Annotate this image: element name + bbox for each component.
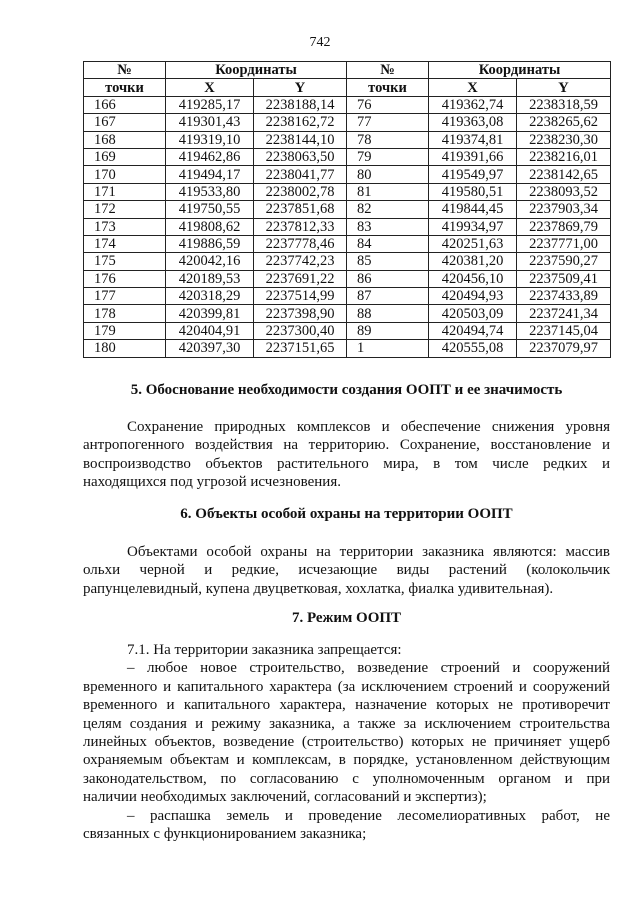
point-number-cell: 171 <box>84 183 166 200</box>
x-coordinate-cell: 419494,17 <box>166 166 254 183</box>
y-coordinate-cell: 2238230,30 <box>517 131 611 148</box>
page-number: 742 <box>309 35 331 50</box>
point-number-cell: 89 <box>347 322 429 339</box>
text-line: Объектами особой охраны на территории заказника являются: массив <box>127 544 610 560</box>
x-coordinate-cell: 419462,86 <box>166 148 254 165</box>
point-number-cell: 80 <box>347 166 429 183</box>
x-coordinate-cell: 419549,97 <box>429 166 517 183</box>
point-number-cell: 179 <box>84 322 166 339</box>
y-coordinate-cell: 2237851,68 <box>254 201 347 218</box>
point-number-cell: 178 <box>84 305 166 322</box>
point-number-cell: 84 <box>347 235 429 252</box>
x-coordinate-cell: 419934,97 <box>429 218 517 235</box>
y-coordinate-cell: 2237079,97 <box>517 340 611 357</box>
section-7-text <box>83 641 610 843</box>
y-coordinate-cell: 2238041,77 <box>254 166 347 183</box>
point-number-cell: 175 <box>84 253 166 270</box>
y-coordinate-cell: 2237145,04 <box>517 322 611 339</box>
point-number-cell: 170 <box>84 166 166 183</box>
point-number-cell: 79 <box>347 148 429 165</box>
point-number-cell: 174 <box>84 235 166 252</box>
y-coordinate-cell: 2238002,78 <box>254 183 347 200</box>
y-coordinate-cell: 2238318,59 <box>517 96 611 113</box>
x-coordinate-cell: 420494,74 <box>429 322 517 339</box>
coordinates-table <box>83 61 611 358</box>
text-line: временного и капитального характера (за исключением строений и сооружений <box>83 678 610 695</box>
y-coordinate-cell: 2238093,52 <box>517 183 611 200</box>
x-coordinate-cell: 420456,10 <box>429 270 517 287</box>
x-coordinate-cell: 419580,51 <box>429 183 517 200</box>
point-number-cell: 87 <box>347 288 429 305</box>
y-coordinate-cell: 2237869,79 <box>517 218 611 235</box>
table-row <box>84 218 611 235</box>
x-coordinate-cell: 419319,10 <box>166 131 254 148</box>
x-coordinate-cell: 420555,08 <box>429 340 517 357</box>
y-coordinate-cell: 2237590,27 <box>517 253 611 270</box>
section-6-title: 6. Объекты особой охраны на территории ООПТ <box>180 506 513 522</box>
x-coordinate-cell: 420318,29 <box>166 288 254 305</box>
table-row <box>84 288 611 305</box>
point-number-cell: 81 <box>347 183 429 200</box>
y-coordinate-cell: 2237691,22 <box>254 270 347 287</box>
y-coordinate-cell: 2238265,62 <box>517 114 611 131</box>
y-coordinate-cell: 2238188,14 <box>254 96 347 113</box>
text-line: ольхи черной и редкие, исчезающие виды растений (колокольчик <box>83 562 610 579</box>
point-number-cell: 86 <box>347 270 429 287</box>
x-coordinate-cell: 420494,93 <box>429 288 517 305</box>
x-coordinate-cell: 419285,17 <box>166 96 254 113</box>
y-coordinate-cell: 2238162,72 <box>254 114 347 131</box>
text-line: рапунцелевидный, купена двуцветковая, хохлатка, фиалка удивительная). <box>83 580 554 597</box>
y-coordinate-cell: 2237151,65 <box>254 340 347 357</box>
table-row <box>84 183 611 200</box>
point-number-cell: 177 <box>84 288 166 305</box>
table-row <box>84 96 611 113</box>
point-number-cell: 172 <box>84 201 166 218</box>
y-coordinate-cell: 2237778,46 <box>254 235 347 252</box>
text-line: охраняемым объектам и комплексам, в порядке, установленном действующим <box>83 752 610 769</box>
y-header: Y <box>254 79 347 96</box>
section-7-title: 7. Режим ООПТ <box>291 610 402 626</box>
point-number-cell: 77 <box>347 114 429 131</box>
text-line: наличии необходимых заключений, согласований и экспертиз); <box>83 789 487 806</box>
coordinates-header: Координаты <box>429 62 611 79</box>
table-row <box>84 114 611 131</box>
section-6-text <box>83 543 610 598</box>
point-number-cell: 82 <box>347 201 429 218</box>
text-line: – распашка земель и проведение лесомелиоративных работ, не <box>127 807 610 824</box>
point-number-cell: 1 <box>347 340 429 357</box>
y-coordinate-cell: 2237398,90 <box>254 305 347 322</box>
x-coordinate-cell: 420042,16 <box>166 253 254 270</box>
table-row <box>84 253 611 270</box>
table-row <box>84 166 611 183</box>
y-coordinate-cell: 2238063,50 <box>254 148 347 165</box>
y-coordinate-cell: 2237812,33 <box>254 218 347 235</box>
y-coordinate-cell: 2238142,65 <box>517 166 611 183</box>
y-coordinate-cell: 2238144,10 <box>254 131 347 148</box>
x-coordinate-cell: 420189,53 <box>166 270 254 287</box>
x-header: X <box>429 79 517 96</box>
point-number-cell: 166 <box>84 96 166 113</box>
table-row <box>84 201 611 218</box>
text-line: Сохранение природных комплексов и обеспечение снижения уровня <box>127 419 610 435</box>
text-line: воспроизводство объектов растительного мира, в том числе редких и <box>83 455 610 472</box>
text-line: – любое новое строительство, возведение строений и сооружений <box>127 660 610 677</box>
x-coordinate-cell: 419363,08 <box>429 114 517 131</box>
x-coordinate-cell: 420251,63 <box>429 235 517 252</box>
y-coordinate-cell: 2237241,34 <box>517 305 611 322</box>
point-number-header: № <box>347 62 429 79</box>
section-5-text <box>83 418 610 492</box>
point-number-cell: 88 <box>347 305 429 322</box>
point-label-header: точки <box>347 79 429 96</box>
section-5-title: 5. Обоснование необходимости создания ООПТ и ее значимость <box>130 382 563 398</box>
x-coordinate-cell: 419374,81 <box>429 131 517 148</box>
point-number-header: № <box>84 62 166 79</box>
point-number-cell: 180 <box>84 340 166 357</box>
text-line: линейных объектов, возведение (строительство) которых не причиняет ущерб <box>83 734 610 751</box>
text-line: находящихся под угрозой исчезновения. <box>83 474 341 491</box>
point-number-cell: 168 <box>84 131 166 148</box>
table-row <box>84 148 611 165</box>
y-coordinate-cell: 2237742,23 <box>254 253 347 270</box>
point-number-cell: 176 <box>84 270 166 287</box>
x-coordinate-cell: 420503,09 <box>429 305 517 322</box>
table-row <box>84 340 611 357</box>
text-line: антропогенного воздействия на территорию. Сохранение, восстановление и <box>83 437 610 454</box>
text-line: целям создания и режиму заказника, а также за исключением строительства <box>83 715 610 732</box>
point-number-cell: 85 <box>347 253 429 270</box>
point-number-cell: 169 <box>84 148 166 165</box>
y-coordinate-cell: 2237903,34 <box>517 201 611 218</box>
x-coordinate-cell: 420381,20 <box>429 253 517 270</box>
x-coordinate-cell: 419362,74 <box>429 96 517 113</box>
y-coordinate-cell: 2238216,01 <box>517 148 611 165</box>
point-label-header: точки <box>84 79 166 96</box>
x-coordinate-cell: 419391,66 <box>429 148 517 165</box>
x-header: X <box>166 79 254 96</box>
x-coordinate-cell: 420399,81 <box>166 305 254 322</box>
text-line: законодательством, по согласованию с уполномоченным органом и при <box>83 770 610 787</box>
point-number-cell: 76 <box>347 96 429 113</box>
x-coordinate-cell: 419808,62 <box>166 218 254 235</box>
table-row <box>84 235 611 252</box>
x-coordinate-cell: 419533,80 <box>166 183 254 200</box>
table-row <box>84 131 611 148</box>
text-line: связанных с функционированием заказника; <box>83 826 367 843</box>
y-coordinate-cell: 2237433,89 <box>517 288 611 305</box>
coordinates-header: Координаты <box>166 62 347 79</box>
point-number-cell: 173 <box>84 218 166 235</box>
table-row <box>84 305 611 322</box>
y-coordinate-cell: 2237514,99 <box>254 288 347 305</box>
table-row <box>84 270 611 287</box>
text-line: 7.1. На территории заказника запрещается: <box>127 642 402 658</box>
x-coordinate-cell: 419750,55 <box>166 201 254 218</box>
x-coordinate-cell: 419844,45 <box>429 201 517 218</box>
y-coordinate-cell: 2237509,41 <box>517 270 611 287</box>
y-coordinate-cell: 2237300,40 <box>254 322 347 339</box>
x-coordinate-cell: 419301,43 <box>166 114 254 131</box>
x-coordinate-cell: 420404,91 <box>166 322 254 339</box>
y-coordinate-cell: 2237771,00 <box>517 235 611 252</box>
x-coordinate-cell: 419886,59 <box>166 235 254 252</box>
y-header: Y <box>517 79 611 96</box>
point-number-cell: 83 <box>347 218 429 235</box>
coordinates-body <box>84 96 611 357</box>
point-number-cell: 78 <box>347 131 429 148</box>
text-line: временного и капитального характера, назначение которых не противоречит <box>83 697 610 714</box>
point-number-cell: 167 <box>84 114 166 131</box>
x-coordinate-cell: 420397,30 <box>166 340 254 357</box>
table-row <box>84 322 611 339</box>
